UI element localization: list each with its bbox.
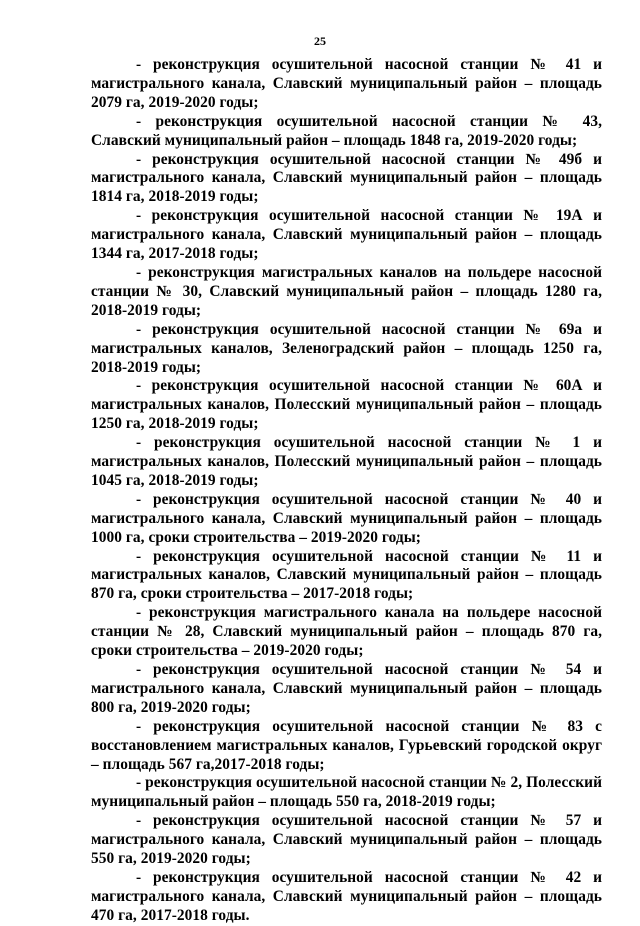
list-item: - реконструкция осушительной насосной станции № 19А и магистрального канала, Славский муниципальный район – площадь 1344 га, 2017-2018 годы; xyxy=(91,207,602,263)
list-item: - реконструкция осушительной насосной станции № 2, Полесский муниципальный район – площадь 550 га, 2018-2019 годы; xyxy=(91,774,602,811)
list-item: - реконструкция осушительной насосной станции № 69а и магистральных каналов, Зеленоградский район – площадь 1250 га, 2018-2019 годы; xyxy=(91,320,602,376)
list-item: - реконструкция осушительной насосной станции № 57 и магистрального канала, Славский муниципальный район – площадь 550 га, 2019-2020 годы; xyxy=(91,812,602,868)
list-item: - реконструкция осушительной насосной станции № 83 с восстановлением магистральных каналов, Гурьевский городской округ – площадь 567 га,2017-2018 годы; xyxy=(91,717,602,773)
list-item: - реконструкция осушительной насосной станции № 60А и магистральных каналов, Полесский муниципальный район – площадь 1250 га, 2018-2019 годы; xyxy=(91,377,602,433)
list-item: - реконструкция осушительной насосной станции № 40 и магистрального канала, Славский муниципальный район – площадь 1000 га, сроки строительства – 2019-2020 годы; xyxy=(91,490,602,546)
list-item: - реконструкция осушительной насосной станции № 43, Славский муниципальный район – площадь 1848 га, 2019-2020 годы; xyxy=(91,112,602,149)
list-item: - реконструкция осушительной насосной станции № 41 и магистрального канала, Славский муниципальный район – площадь 2079 га, 2019-2020 годы; xyxy=(91,56,602,111)
list-item: - реконструкция осушительной насосной станции № 42 и магистрального канала, Славский муниципальный район – площадь 470 га, 2017-2018 годы. xyxy=(91,868,602,924)
list-item: - реконструкция осушительной насосной станции № 54 и магистрального канала, Славский муниципальный район – площадь 800 га, 2019-2020 годы; xyxy=(91,661,602,716)
list-item: - реконструкция магистрального канала на польдере насосной станции № 28, Славский муниципальный район – площадь 870 га, сроки строительства – 2019-2020 годы; xyxy=(91,604,602,660)
page-number: 25 xyxy=(314,34,326,48)
list-item: - реконструкция магистральных каналов на польдере насосной станции № 30, Славский муниципальный район – площадь 1280 га, 2018-2019 годы; xyxy=(91,263,602,319)
list-item: - реконструкция осушительной насосной станции № 49б и магистрального канала, Славский муниципальный район – площадь 1814 га, 2018-2019 годы; xyxy=(91,150,602,206)
list-item: - реконструкция осушительной насосной станции № 11 и магистральных каналов, Славский муниципальный район – площадь 870 га, сроки строительства – 2017-2018 годы; xyxy=(91,547,602,603)
list-item: - реконструкция осушительной насосной станции № 1 и магистральных каналов, Полесский муниципальный район – площадь 1045 га, 2018-2019 годы; xyxy=(91,434,602,489)
reconstruction-list xyxy=(91,56,602,926)
